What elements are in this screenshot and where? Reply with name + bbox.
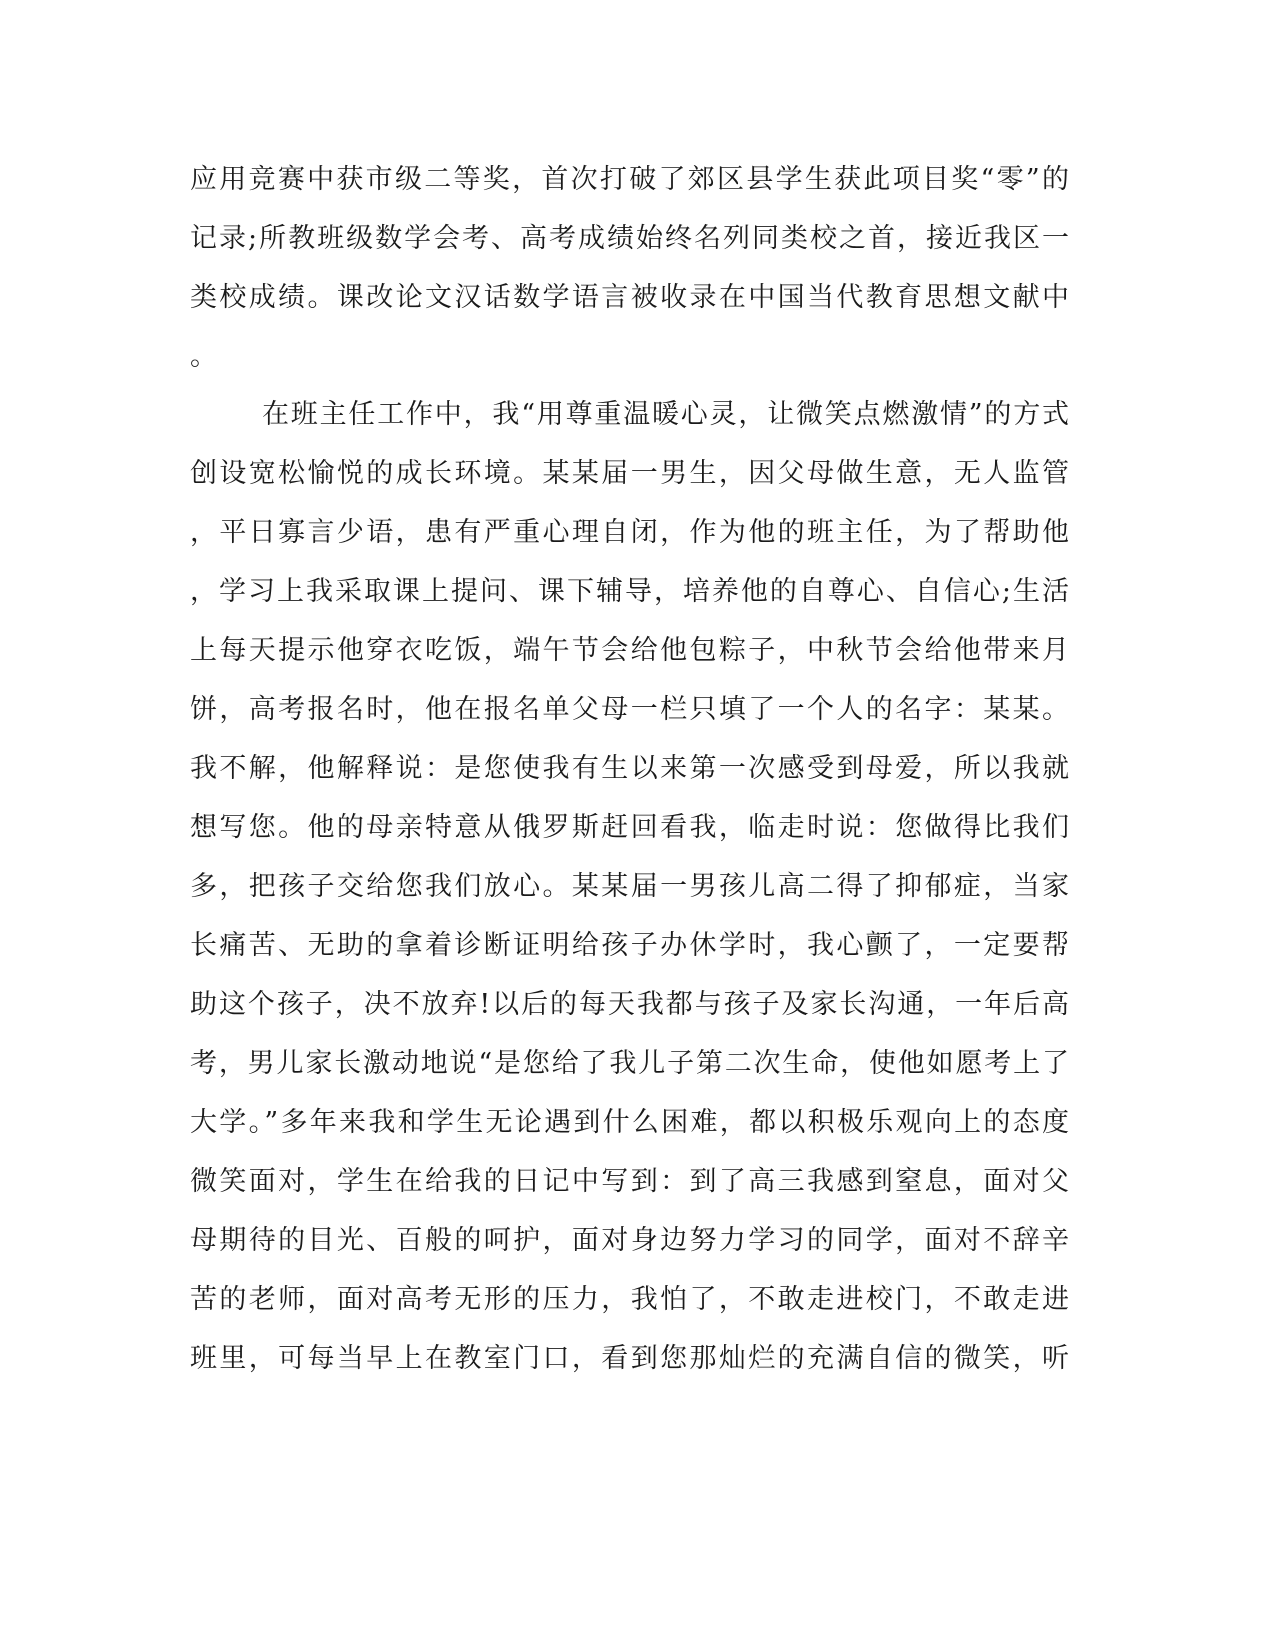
text-line: 母期待的目光、百般的呵护，面对身边努力学习的同学，面对不辞辛 [190,1225,1070,1256]
text-line: 饼，高考报名时，他在报名单父母一栏只填了一个人的名字：某某。 [190,694,1070,725]
text-line: 助这个孩子，决不放弃!以后的每天我都与孩子及家长沟通，一年后高 [190,989,1070,1020]
paragraph-first-line: 在班主任工作中，我“用尊重温暖心灵，让微笑点燃激情”的方式 [262,399,1070,430]
text-line: 上每天提示他穿衣吃饭，端午节会给他包粽子，中秋节会给他带来月 [190,635,1070,666]
text-line: 创设宽松愉悦的成长环境。某某届一男生，因父母做生意，无人监管 [190,458,1070,489]
text-line: 记录;所教班级数学会考、高考成绩始终名列同类校之首，接近我区一 [190,223,1070,254]
text-line: 我不解，他解释说：是您使我有生以来第一次感受到母爱，所以我就 [190,753,1070,784]
text-line: 微笑面对，学生在给我的日记中写到：到了高三我感到窒息，面对父 [190,1166,1070,1197]
text-line: ，学习上我采取课上提问、课下辅导，培养他的自尊心、自信心;生活 [190,576,1070,607]
text-line: 类校成绩。课改论文汉话数学语言被收录在中国当代教育思想文献中 [190,282,1070,313]
text-line: ，平日寡言少语，患有严重心理自闭，作为他的班主任，为了帮助他 [190,517,1070,548]
text-line: 想写您。他的母亲特意从俄罗斯赶回看我，临走时说：您做得比我们 [190,812,1070,843]
text-line: 。 [190,341,218,372]
text-line: 应用竞赛中获市级二等奖，首次打破了郊区县学生获此项目奖“零”的 [190,164,1070,195]
text-line: 班里，可每当早上在教室门口，看到您那灿烂的充满自信的微笑，听 [190,1343,1070,1374]
text-line: 长痛苦、无助的拿着诊断证明给孩子办休学时，我心颤了，一定要帮 [190,930,1070,961]
text-line: 多，把孩子交给您我们放心。某某届一男孩儿高二得了抑郁症，当家 [190,871,1070,902]
text-line: 苦的老师，面对高考无形的压力，我怕了，不敢走进校门，不敢走进 [190,1284,1070,1315]
text-line: 考，男儿家长激动地说“是您给了我儿子第二次生命，使他如愿考上了 [190,1048,1070,1079]
text-line: 大学。”多年来我和学生无论遇到什么困难，都以积极乐观向上的态度 [190,1107,1070,1138]
